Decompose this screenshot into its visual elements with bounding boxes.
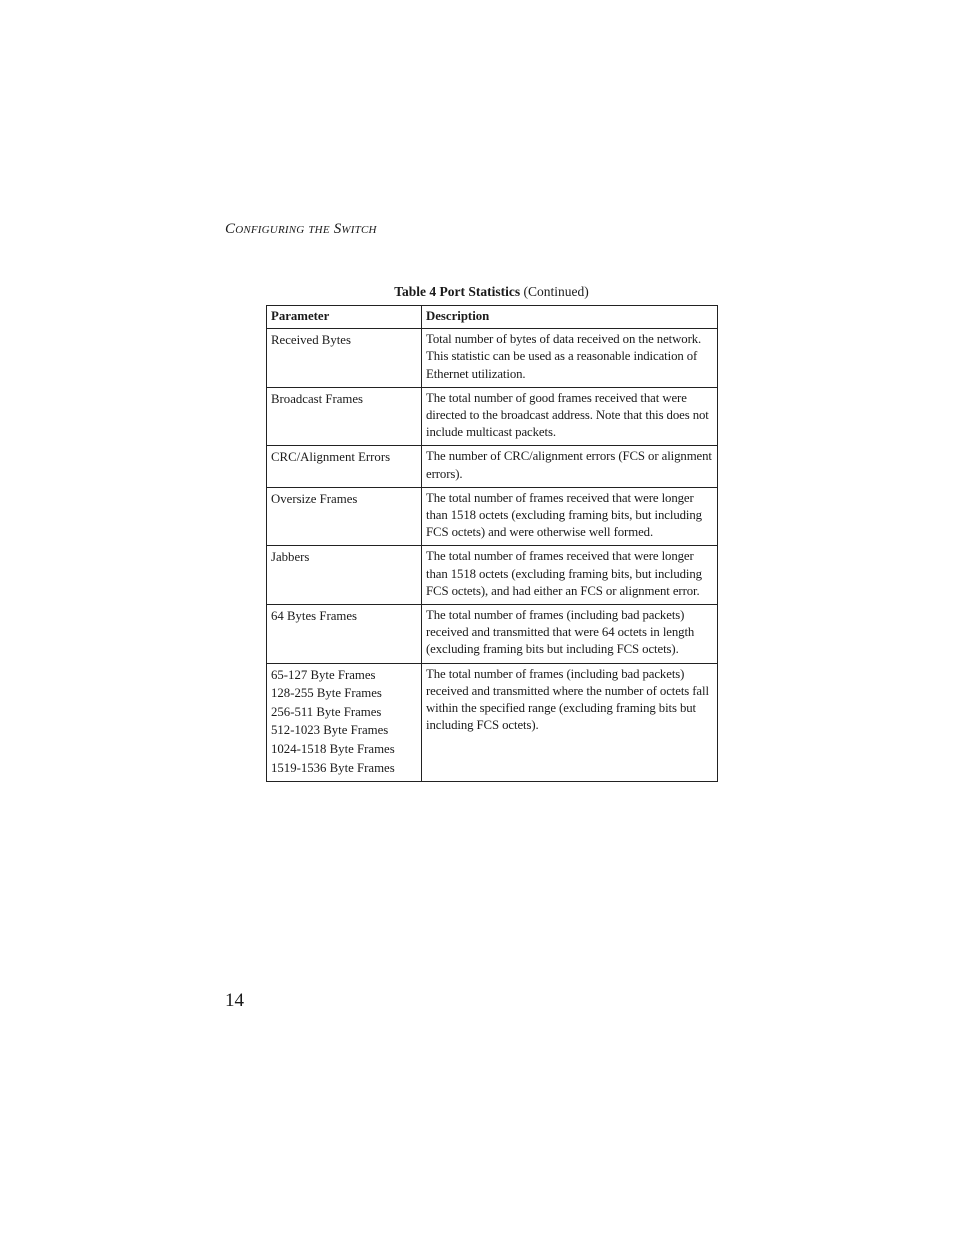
parameter-cell xyxy=(267,387,422,446)
table-row xyxy=(267,605,718,664)
parameter-name: 65-127 Byte Frames xyxy=(271,667,376,682)
parameter-name: 64 Bytes Frames xyxy=(271,609,358,624)
table-body xyxy=(267,329,718,782)
table-row xyxy=(267,663,718,782)
description-cell: The total number of frames (including bad packets) received and transmitted that were 64 octets in length (excluding framing bits but including FCS octets). xyxy=(422,605,718,664)
parameter-cell xyxy=(267,663,422,782)
table-caption-label: Table 4 Port Statistics xyxy=(394,284,521,299)
table-caption-suffix: (Continued) xyxy=(523,284,589,299)
parameter-name: Oversize Frames xyxy=(271,491,358,506)
column-header-parameter: Parameter xyxy=(267,306,422,329)
page-number: 14 xyxy=(225,990,244,1011)
description-cell: The number of CRC/alignment errors (FCS or alignment errors). xyxy=(422,446,718,487)
description-cell: The total number of frames received that were longer than 1518 octets (excluding framing bits, but including FCS octets), and had either an FCS or alignment error. xyxy=(422,546,718,605)
parameter-name: Jabbers xyxy=(271,550,310,565)
parameter-cell xyxy=(267,546,422,605)
table-row xyxy=(267,487,718,546)
description-cell: The total number of frames (including bad packets) received and transmitted where the number of octets fall within the specified range (excluding framing bits but including FCS octets). xyxy=(422,663,718,782)
parameter-name: 512-1023 Byte Frames xyxy=(271,723,389,738)
description-cell: The total number of frames received that were longer than 1518 octets (excluding framing bits, but including FCS octets) and were otherwise well formed. xyxy=(422,487,718,546)
parameter-name: CRC/Alignment Errors xyxy=(271,450,391,465)
table-row xyxy=(267,446,718,487)
table-row xyxy=(267,387,718,446)
column-header-description: Description xyxy=(422,306,718,329)
running-head: Configuring the Switch xyxy=(225,221,377,237)
parameter-cell xyxy=(267,329,422,388)
table-caption xyxy=(266,284,717,300)
parameter-cell xyxy=(267,487,422,546)
parameter-name: 1519-1536 Byte Frames xyxy=(271,760,395,775)
table-header-row xyxy=(267,306,718,329)
description-cell: The total number of good frames received that were directed to the broadcast address. Note that this does not include multicast packets. xyxy=(422,387,718,446)
parameter-name: 256-511 Byte Frames xyxy=(271,704,382,719)
parameter-cell xyxy=(267,605,422,664)
table-row xyxy=(267,546,718,605)
parameter-name: 128-255 Byte Frames xyxy=(271,686,382,701)
port-statistics-table xyxy=(266,305,718,782)
parameter-name: Received Bytes xyxy=(271,333,351,348)
description-cell: Total number of bytes of data received on the network. This statistic can be used as a reasonable indication of Ethernet utilization. xyxy=(422,329,718,388)
parameter-name: 1024-1518 Byte Frames xyxy=(271,742,395,757)
parameter-cell xyxy=(267,446,422,487)
table-row xyxy=(267,329,718,388)
parameter-name: Broadcast Frames xyxy=(271,391,364,406)
